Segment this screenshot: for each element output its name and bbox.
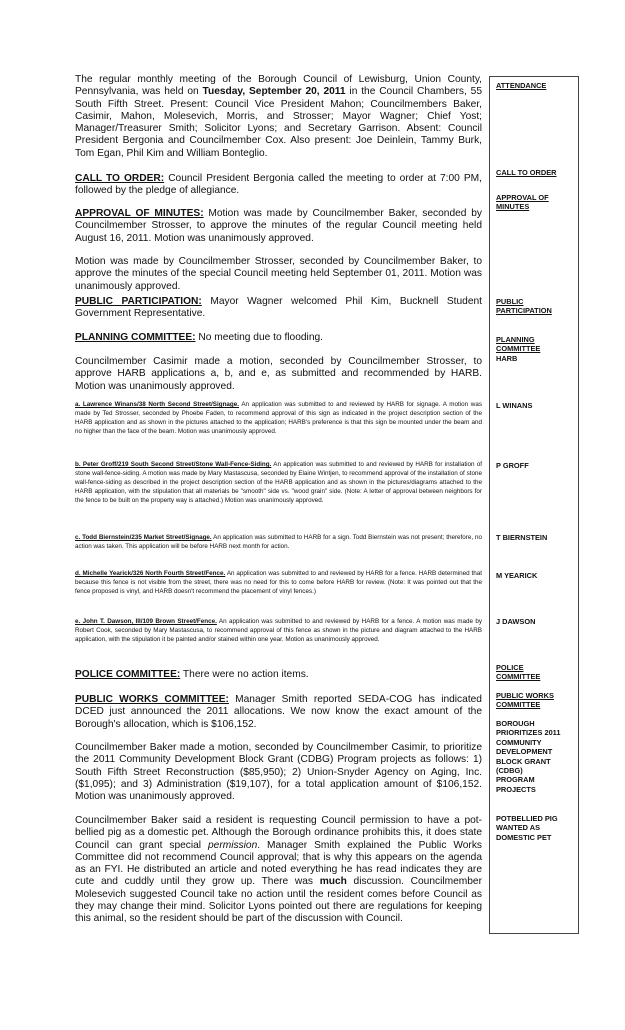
attendance-paragraph: [75, 74, 482, 160]
side-label: WANTED AS: [496, 823, 541, 833]
harb-item-heading: d. Michelle Yearick/326 North Fourth Street/Fence.: [75, 570, 226, 577]
side-label: DOMESTIC PET: [496, 832, 552, 842]
harb-item-text: An application was submitted to and reviewed by HARB for installation of stone wall-fence-siding. A motion was made by Mary Mastascusa, seconded by Elaine Wintjen, to recommend approval of the installation of stone wall-fence-siding as described in the project description section of the HARB application and as shown in the pictures/diagrams attached to the HARB application, with the stipulation that all materials be "smooth" side vs. "wood grain" side. (Note: A letter of approval between neighbors for the fence to be built on the property way is attached.) Motion was unanimously approved.: [75, 461, 482, 504]
harb-item-heading: e. John T. Dawson, III/109 Brown Street/Fence.: [75, 618, 217, 625]
side-label: COMMITTEE: [496, 672, 541, 682]
planning-heading: PLANNING COMMITTEE:: [75, 332, 196, 343]
police-heading: POLICE COMMITTEE:: [75, 669, 181, 680]
police-text: There were no action items.: [180, 669, 309, 680]
side-label: BLOCK GRANT: [496, 756, 551, 766]
approval-paragraph-2: Motion was made by Councilmember Strosser, seconded by Councilmember Baker, to approve the minutes of the special Council meeting held September 01, 2011. Motion was unanimously approved.: [75, 256, 482, 292]
harb-item-b: [75, 461, 482, 506]
side-label: PROJECTS: [496, 784, 536, 794]
public-participation-heading: PUBLIC PARTICIPATION:: [75, 296, 202, 307]
harb-item-text: An application was submitted to and reviewed by HARB for a fence. HARB determined that because this fence is not visible from the street, there was no need for this to come before HARB for review. (Note: It was pointed out that the fence proposed is vinyl, and HARB doesn't recommend the placement of vinyl fences.): [75, 570, 482, 595]
side-label: COMMITTEE: [496, 344, 541, 354]
side-label: PUBLIC: [496, 297, 524, 306]
side-public-participation: [496, 297, 578, 316]
approval-paragraph: [75, 208, 482, 245]
harb-item-text: An application was submitted to HARB for a sign. Todd Biernstein was not present; therefore, no action was taken. This application will be before HARB next month for action.: [75, 534, 482, 550]
side-label: DEVELOPMENT: [496, 747, 553, 757]
pig-text: Councilmember Baker said a resident is requesting Council permission to have a pot-bellied pig as a domestic pet. Although the Borough ordinance prohibits this, it does state Council can grant special: [75, 815, 482, 851]
public-participation-paragraph: [75, 296, 482, 321]
side-label: PARTICIPATION: [496, 306, 552, 316]
planning-text: No meeting due to flooding.: [195, 332, 323, 343]
harb-item-heading: b. Peter Groff/219 South Second Street/Stone Wall-Fence-Siding.: [75, 461, 272, 468]
side-label: APPROVAL OF: [496, 193, 549, 202]
harb-item-d: [75, 570, 482, 597]
side-yearick: M YEARICK: [496, 571, 538, 580]
side-label: POTBELLIED PIG: [496, 814, 558, 823]
pig-text-italic: permission: [207, 839, 258, 851]
harb-item-text: An application was submitted to and reviewed by HARB for signage. A motion was made by Ted Strosser, seconded by Phoebe Faden, to recommend approval of this sign as indicated in the project description section of the HARB application and as shown in the pictures attached to the application; HARB's preference is that this sign be mounted under the beam and no higher than the face of the beam. Motion was unanimously approved.: [75, 401, 482, 435]
planning-motion-paragraph: Councilmember Casimir made a motion, seconded by Councilmember Strosser, to approve HARB applications a, b, and e, as submitted and recommended by HARB. Motion was unanimously approved.: [75, 356, 482, 392]
side-label: PLANNING: [496, 335, 535, 344]
public-works-heading: PUBLIC WORKS COMMITTEE:: [75, 694, 229, 705]
harb-item-c: [75, 534, 482, 552]
side-label: POLICE: [496, 663, 524, 672]
side-police: [496, 663, 578, 682]
call-to-order-paragraph: [75, 173, 482, 198]
public-works-paragraph: [75, 694, 482, 731]
side-label: HARB: [496, 353, 518, 363]
planning-paragraph: [75, 332, 482, 344]
side-biernstein: T BIERNSTEIN: [496, 533, 548, 542]
call-to-order-heading: CALL TO ORDER:: [75, 173, 165, 184]
side-public-works: [496, 691, 578, 710]
side-planning: [496, 335, 578, 363]
meeting-date: Tuesday, September 20, 2011: [202, 86, 346, 98]
police-paragraph: [75, 669, 482, 681]
pig-text-cont: . Manager Smith explained the Public Works Committee did not recommend Council approval; that is why this appears on the agenda as an FYI. He distributed an article and noted everything he has read indicates they are cute and cuddly until they grow up. There was: [75, 839, 483, 888]
side-cdbg: [496, 719, 578, 794]
side-label: MINUTES: [496, 202, 530, 212]
side-winans: L WINANS: [496, 401, 533, 410]
approval-heading: APPROVAL OF MINUTES:: [75, 208, 204, 219]
harb-item-text: An application was submitted to and reviewed by HARB for a fence. A motion was made by Robert Cook, seconded by Mary Mastascusa, to recommend approval of this fence as shown in the picture and diagram attached to the HARB application, with the stipulation it be painted and/or stained within one year. Motion as unanimously approved.: [75, 618, 483, 643]
side-label: COMMITTEE: [496, 700, 541, 710]
attendance-text-cont: in the Council Chambers, 55 South Fifth Street. Present: Council Vice President Mahon; Councilmembers Baker, Casimir, Mahon, Molesevich, Morris, and Strosser; Mayor Wagner; Chief Yost; Manager/Treasurer Smith; Solicitor Lyons; and Secretary Garrison. Absent: Council President Bergonia and Councilmember Cox. Also present: Joe Deinlein, Tammy Burk, Tom Egan, Phil Kim and William Bonteglio.: [75, 86, 483, 159]
side-label: BOROUGH: [496, 719, 535, 728]
side-dawson: J DAWSON: [496, 617, 536, 626]
side-potbellied-pig: [496, 814, 578, 842]
harb-item-heading: a. Lawrence Winans/38 North Second Street/Signage.: [75, 401, 240, 408]
side-groff: P GROFF: [496, 461, 529, 470]
side-approval: [496, 193, 578, 212]
potbellied-pig-paragraph: [75, 815, 482, 926]
approval-text: Motion was made by Councilmember Baker, seconded by Councilmember Strosser, to approve the minutes of the regular Council meeting held August 16, 2011. Motion was unanimously approved.: [75, 208, 482, 244]
cdbg-motion-paragraph: Councilmember Baker made a motion, seconded by Councilmember Casimir, to prioritize the 2011 Community Development Block Grant (CDBG) Program projects as follows: 1) South Fifth Street Reconstruction ($85,950); 2) Union-Snyder Agency on Aging, Inc. ($1,095); and 3) Administration ($19,107), for a total application amount of $106,152. Motion was unanimously approved.: [75, 742, 482, 803]
harb-item-e: [75, 618, 482, 645]
side-call-to-order: CALL TO ORDER: [496, 168, 557, 177]
pig-text-end: discussion. Councilmember Molesevich suggested Council take no action until the resident comes before Council as they may change their mind. Solicitor Lyons pointed out there are regulations for keeping this animal, so the resident should be part of the discussion with Council.: [75, 876, 482, 925]
side-label: PROGRAM: [496, 775, 535, 785]
harb-item-heading: c. Todd Biernstein/235 Market Street/Signage.: [75, 534, 212, 541]
call-to-order-text: Council President Bergonia called the meeting to order at 7:00 PM, followed by the pledge of allegiance.: [75, 173, 482, 197]
side-label: PRIORITIZES 2011: [496, 728, 561, 738]
pig-text-bold: much: [319, 876, 347, 888]
side-attendance: ATTENDANCE: [496, 81, 547, 90]
attendance-text: The regular monthly meeting of the Borough Council of Lewisburg, Union County, Pennsylvania, was held on: [75, 74, 482, 98]
public-works-text: Manager Smith reported SEDA-COG has indicated DCED just announced the 2011 allocations. We now know the exact amount of the Borough's allocation, which is $106,152.: [75, 694, 482, 730]
harb-item-a: [75, 401, 482, 437]
side-label: PUBLIC WORKS: [496, 691, 554, 700]
side-label: COMMUNITY: [496, 737, 542, 747]
side-label: (CDBG): [496, 766, 523, 776]
public-participation-text: Mayor Wagner welcomed Phil Kim, Bucknell Student Government Representative.: [75, 296, 482, 320]
